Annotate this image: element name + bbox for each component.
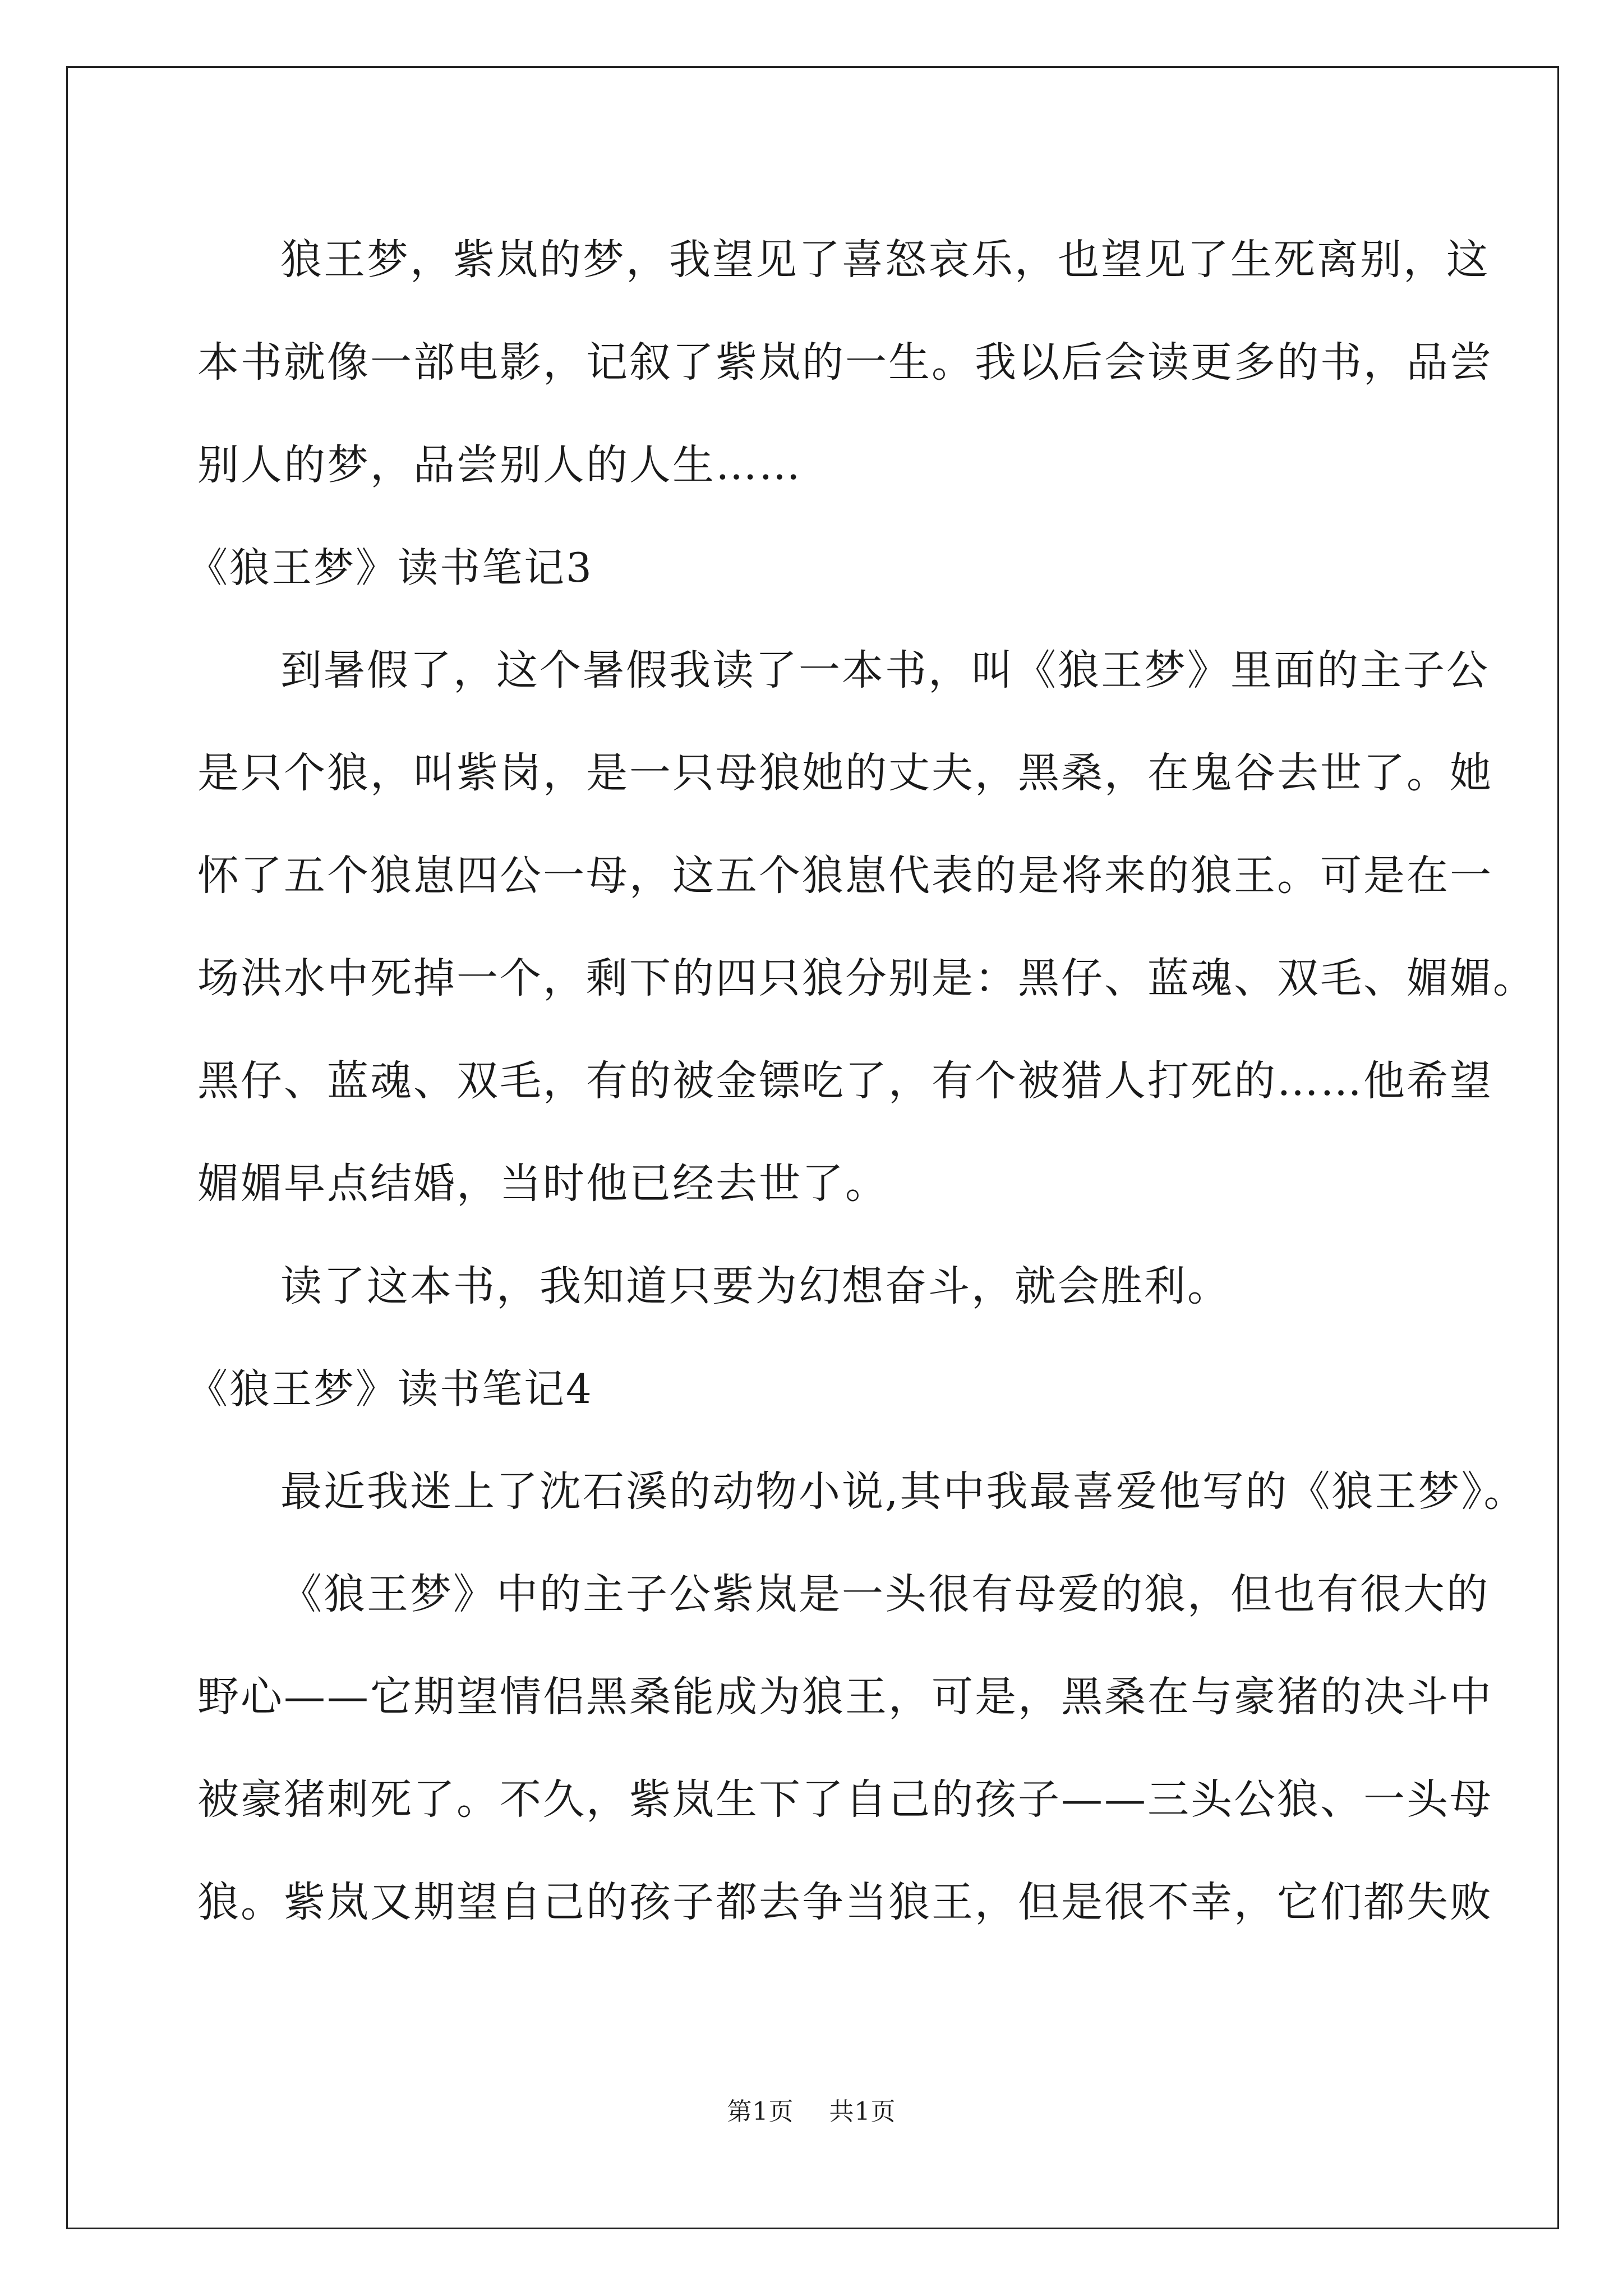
paragraph-line: 狼。紫岚又期望自己的孩子都去争当狼王，但是很不幸，它们都失败 [197, 1878, 1493, 1926]
paragraph-line: 黑仔、蓝魂、双毛，有的被金镖吃了，有个被猎人打死的……他希望 [197, 1057, 1493, 1105]
page-number-total: 共1页 [829, 2097, 896, 2126]
document-body [187, 209, 1536, 1954]
paragraph-line: 别人的梦，品尝别人的人生…… [197, 441, 802, 489]
paragraph-line: 到暑假了，这个暑假我读了一本书，叫《狼王梦》里面的主子公 [280, 646, 1490, 694]
paragraph-line: 读了这本书，我知道只要为幻想奋斗，就会胜利。 [280, 1262, 1230, 1310]
section-heading: 《狼王梦》读书笔记3 [187, 544, 593, 591]
section-heading: 《狼王梦》读书笔记4 [187, 1365, 593, 1412]
paragraph-line: 场洪水中死掉一个，剩下的四只狼分别是：黑仔、蓝魂、双毛、媚媚。 [197, 954, 1536, 1002]
paragraph-line: 怀了五个狼崽四公一母，这五个狼崽代表的是将来的狼王。可是在一 [197, 852, 1493, 900]
paragraph-line: 媚媚早点结婚，当时他已经去世了。 [197, 1159, 888, 1208]
paragraph-line: 狼王梦，紫岚的梦，我望见了喜怒哀乐，也望见了生死离别，这 [280, 236, 1490, 284]
paragraph-line: 本书就像一部电影，记叙了紫岚的一生。我以后会读更多的书，品尝 [197, 338, 1493, 386]
page-number-current: 第1页 [727, 2097, 794, 2126]
paragraph-line: 被豪猪刺死了。不久，紫岚生下了自己的孩子——三头公狼、一头母 [197, 1775, 1493, 1824]
paragraph-line: 是只个狼，叫紫岗，是一只母狼她的丈夫，黑桑，在鬼谷去世了。她 [197, 749, 1493, 797]
paragraph-line: 《狼王梦》中的主子公紫岚是一头很有母爱的狼，但也有很大的 [280, 1570, 1490, 1618]
paragraph-line: 野心——它期望情侣黑桑能成为狼王，可是，黑桑在与豪猪的决斗中 [197, 1673, 1493, 1721]
page-footer [0, 2091, 1623, 2127]
paragraph-line: 最近我迷上了沈石溪的动物小说,其中我最喜爱他写的《狼王梦》。 [280, 1467, 1527, 1516]
